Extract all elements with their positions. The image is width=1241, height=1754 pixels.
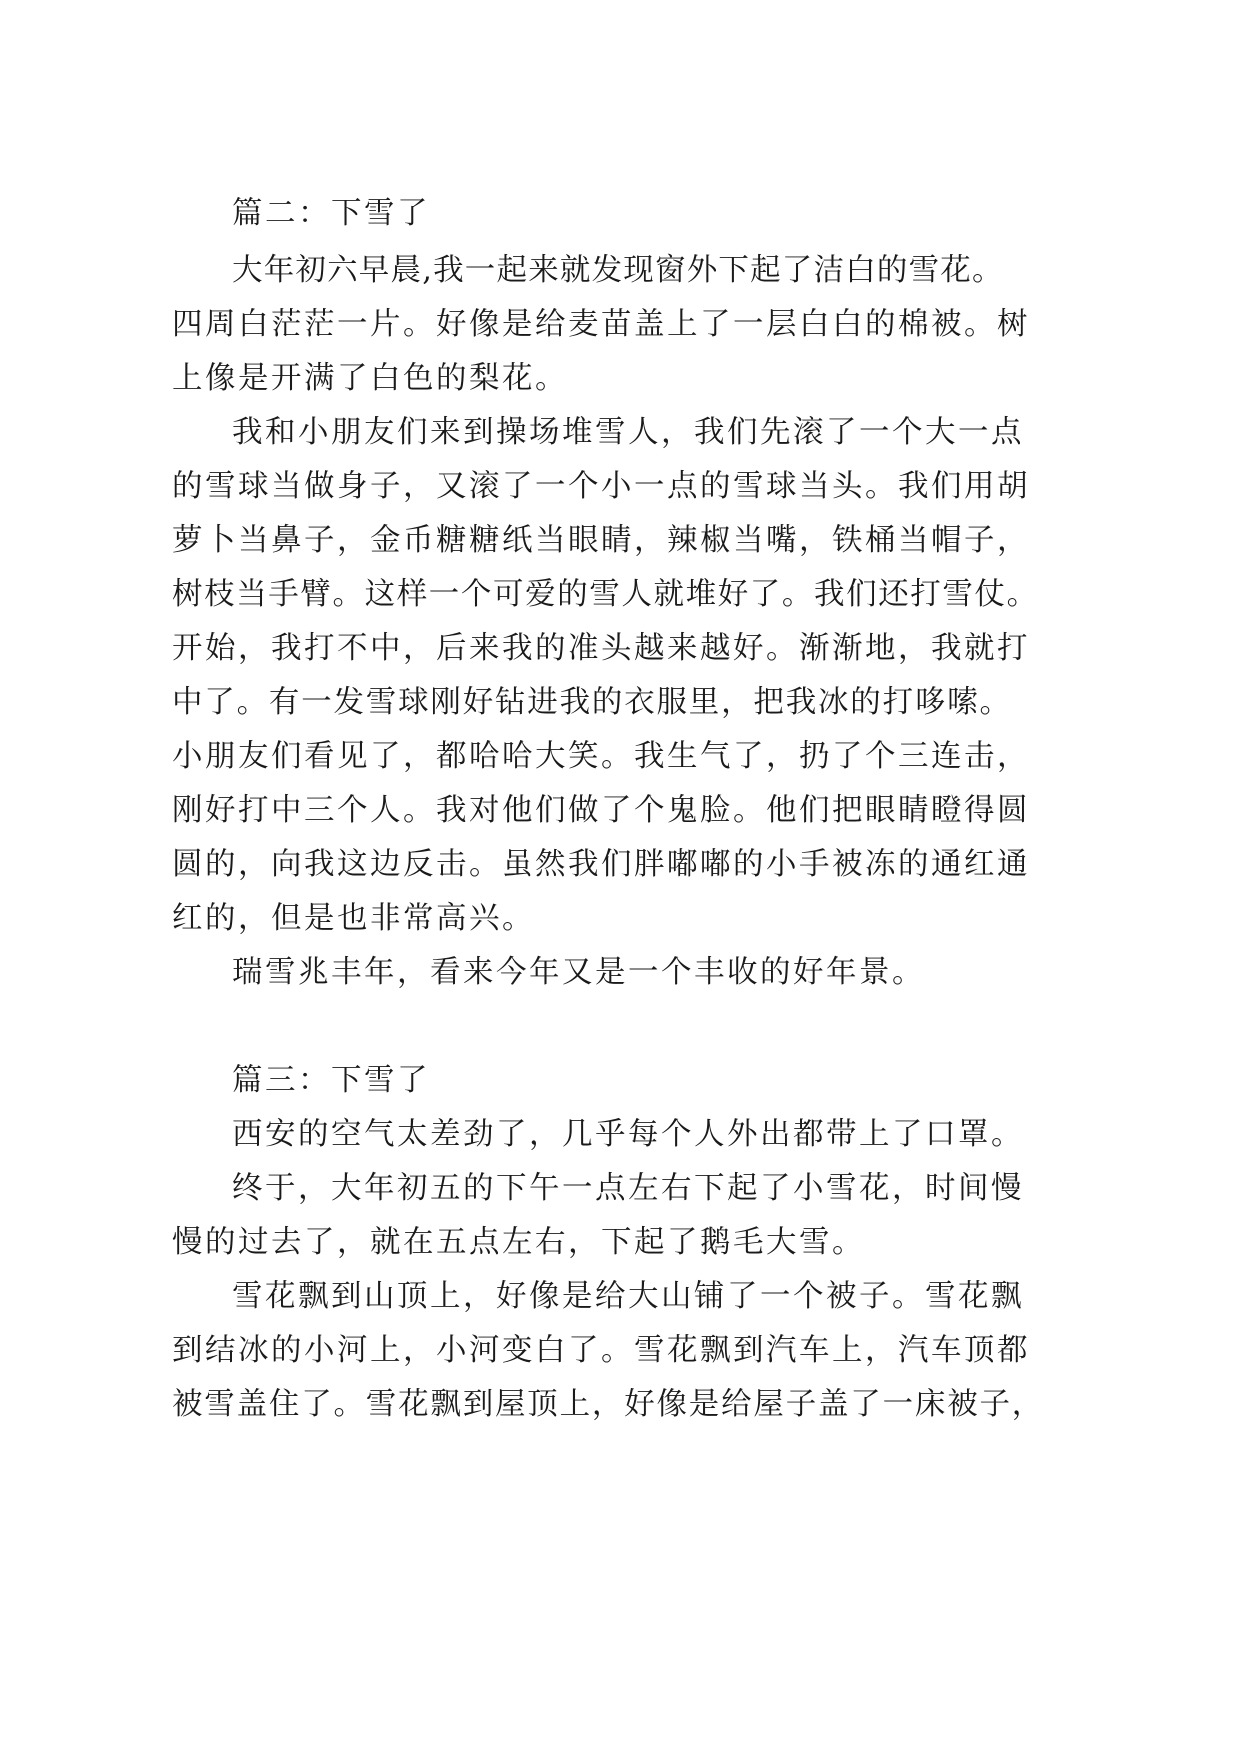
section-2-line-5: 的雪球当做身子，又滚了一个小一点的雪球当头。我们用胡 <box>172 469 1030 504</box>
paragraph-line <box>0 458 1241 516</box>
paragraph-line <box>0 1160 1241 1218</box>
paragraph-line <box>0 890 1241 948</box>
section-2-line-13: 红的，但是也非常高兴。 <box>172 901 535 936</box>
section-2-title-line <box>0 185 1241 243</box>
section-3-title-line <box>0 1052 1241 1110</box>
paragraph-line <box>0 566 1241 624</box>
paragraph-line <box>0 1322 1241 1380</box>
section-3-line-5: 到结冰的小河上，小河变白了。雪花飘到汽车上，汽车顶都 <box>172 1333 1030 1368</box>
paragraph-line <box>0 674 1241 732</box>
section-2-line-8: 开始，我打不中，后来我的准头越来越好。渐渐地，我就打 <box>172 631 1030 666</box>
section-2-line-10: 小朋友们看见了，都哈哈大笑。我生气了，扔了个三连击， <box>172 739 1030 774</box>
section-2-line-7: 树枝当手臂。这样一个可爱的雪人就堆好了。我们还打雪仗。 <box>172 577 1039 612</box>
paragraph-line <box>0 296 1241 354</box>
section-3-line-6: 被雪盖住了。雪花飘到屋顶上，好像是给屋子盖了一床被子， <box>172 1387 1045 1422</box>
paragraph-line <box>0 350 1241 408</box>
paragraph-line <box>0 728 1241 786</box>
paragraph-line <box>0 512 1241 570</box>
section-2-line-3: 上像是开满了白色的梨花。 <box>172 361 568 396</box>
section-2-line-9: 中了。有一发雪球刚好钻进我的衣服里，把我冰的打哆嗦。 <box>172 685 1012 720</box>
paragraph-line <box>0 944 1241 1002</box>
paragraph-line <box>0 1268 1241 1326</box>
section-3-line-4: 雪花飘到山顶上，好像是给大山铺了一个被子。雪花飘 <box>232 1279 1024 1314</box>
paragraph-line <box>0 242 1241 300</box>
section-3-line-1: 西安的空气太差劲了，几乎每个人外出都带上了口罩。 <box>232 1117 1024 1152</box>
section-2-line-6: 萝卜当鼻子，金币糖糖纸当眼睛，辣椒当嘴，铁桶当帽子， <box>172 523 1030 558</box>
paragraph-line <box>0 404 1241 462</box>
section-2-line-12: 圆的，向我这边反击。虽然我们胖嘟嘟的小手被冻的通红通 <box>172 847 1030 882</box>
section-3-line-3: 慢的过去了，就在五点左右，下起了鹅毛大雪。 <box>172 1225 865 1260</box>
section-2-title: 篇二：下雪了 <box>232 196 430 231</box>
paragraph-line <box>0 1376 1241 1434</box>
section-2-line-14: 瑞雪兆丰年，看来今年又是一个丰收的好年景。 <box>232 955 925 990</box>
section-2-line-2: 四周白茫茫一片。好像是给麦苗盖上了一层白白的棉被。树 <box>172 307 1030 342</box>
paragraph-line <box>0 782 1241 840</box>
paragraph-line <box>0 1214 1241 1272</box>
paragraph-line <box>0 620 1241 678</box>
paragraph-line <box>0 836 1241 894</box>
section-3-title: 篇三：下雪了 <box>232 1063 430 1098</box>
section-3-line-2: 终于，大年初五的下午一点左右下起了小雪花，时间慢 <box>232 1171 1024 1206</box>
section-2-line-4: 我和小朋友们来到操场堆雪人，我们先滚了一个大一点 <box>232 415 1024 450</box>
section-2-line-1: 大年初六早晨,我一起来就发现窗外下起了洁白的雪花。 <box>232 253 1004 288</box>
paragraph-line <box>0 1106 1241 1164</box>
section-2-line-11: 刚好打中三个人。我对他们做了个鬼脸。他们把眼睛瞪得圆 <box>172 793 1030 828</box>
